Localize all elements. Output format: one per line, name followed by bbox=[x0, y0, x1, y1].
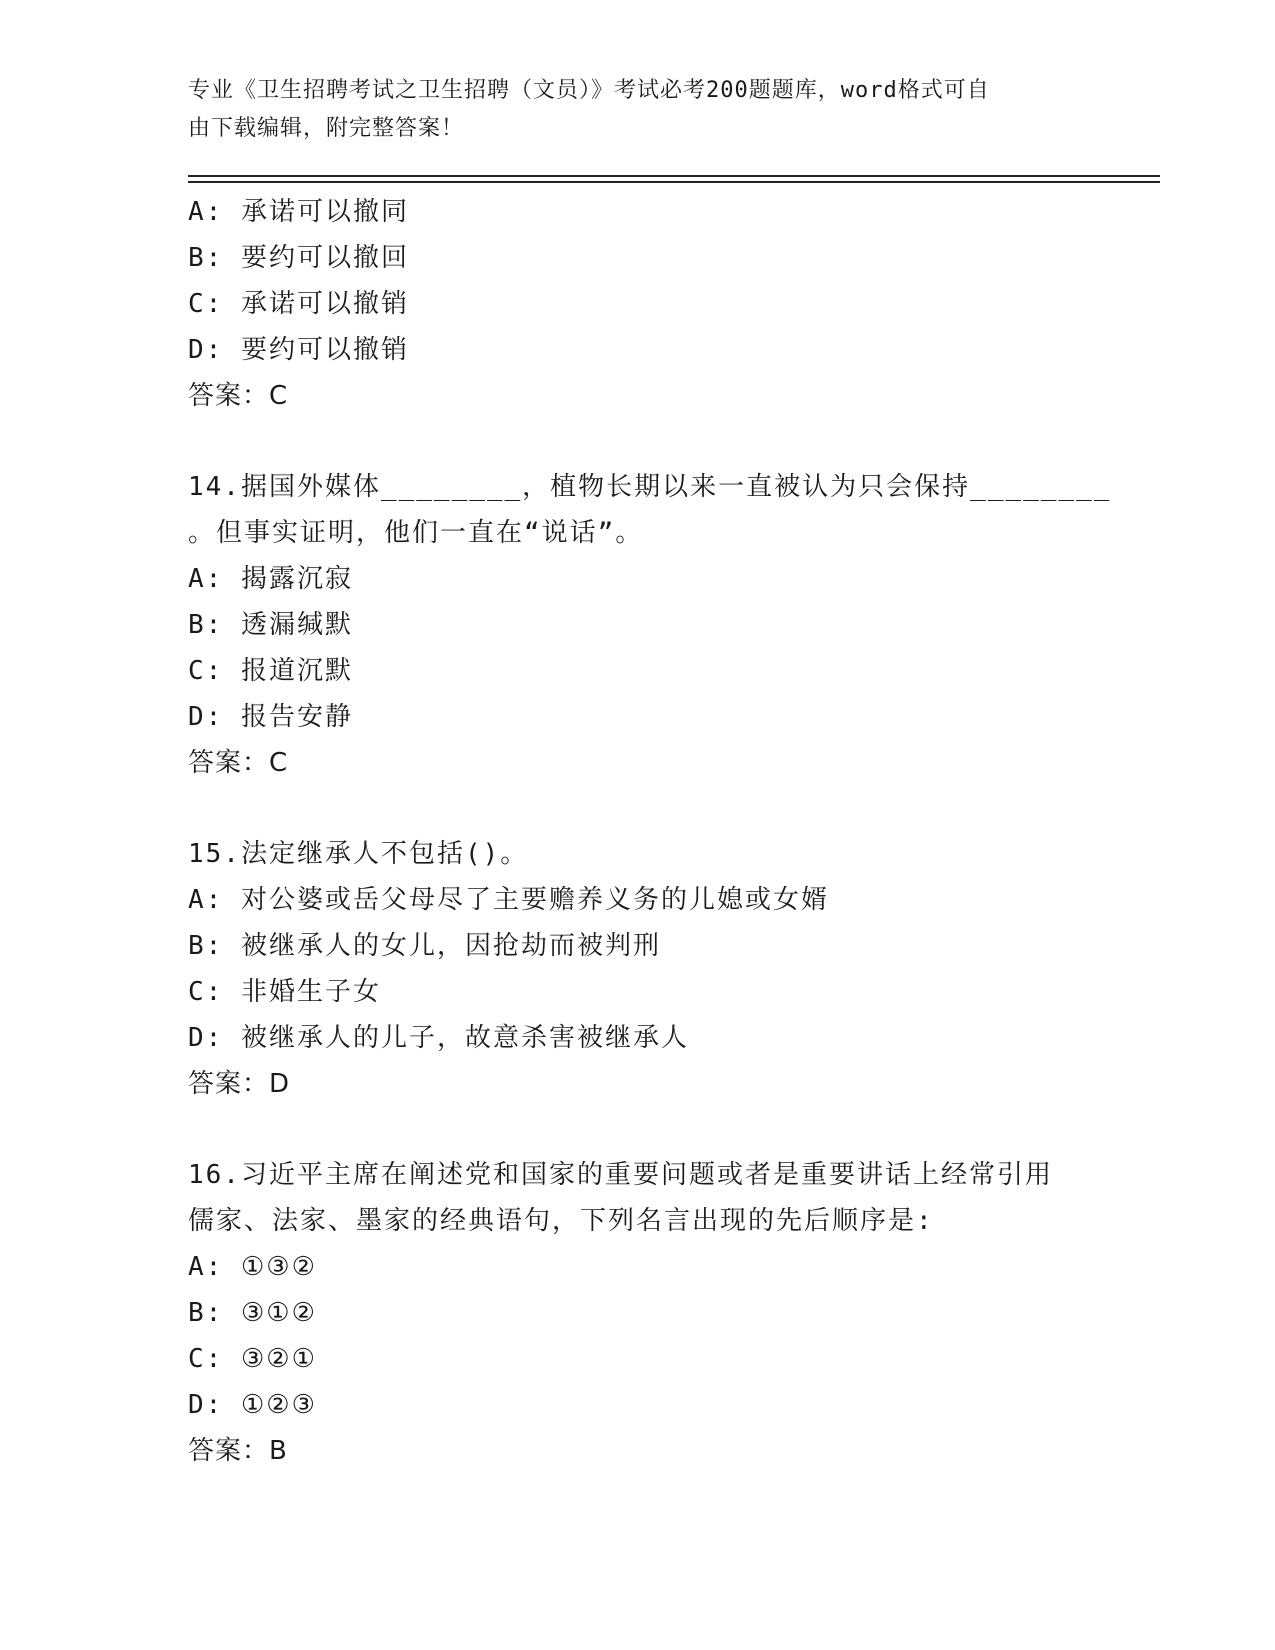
answer-label: 答案：D bbox=[188, 1069, 291, 1099]
option-b: B: 要约可以撤回 bbox=[188, 243, 409, 273]
question-stem-continued: 儒家、法家、墨家的经典语句，下列名言出现的先后顺序是: bbox=[188, 1206, 934, 1236]
header-line-1: 专业《卫生招聘考试之卫生招聘（文员）》考试必考200题题库，word格式可自 bbox=[188, 78, 990, 103]
spacer bbox=[188, 1107, 1148, 1152]
spacer bbox=[188, 419, 1148, 464]
header-line-2: 由下载编辑，附完整答案！ bbox=[188, 116, 465, 141]
question-stem: 15.法定继承人不包括()。 bbox=[188, 839, 529, 869]
spacer bbox=[188, 786, 1148, 831]
option-a: A: 揭露沉寂 bbox=[188, 564, 353, 594]
header-divider-top bbox=[188, 175, 1160, 177]
option-d: D: 被继承人的儿子，故意杀害被继承人 bbox=[188, 1023, 689, 1053]
option-b: B: 透漏缄默 bbox=[188, 610, 353, 640]
option-d: D: 要约可以撤销 bbox=[188, 335, 409, 365]
option-c: C: ③②① bbox=[188, 1344, 317, 1374]
header-divider-bottom bbox=[188, 181, 1160, 183]
option-c: C: 非婚生子女 bbox=[188, 977, 381, 1007]
option-c: C: 报道沉默 bbox=[188, 656, 353, 686]
option-a: A: 承诺可以撤同 bbox=[188, 197, 409, 227]
answer-label: 答案：B bbox=[188, 1436, 288, 1466]
option-b: B: ③①② bbox=[188, 1298, 317, 1328]
question-15 bbox=[188, 831, 1148, 1107]
question-stem-continued: 。但事实证明，他们一直在“说话”。 bbox=[188, 518, 644, 548]
option-c: C: 承诺可以撤销 bbox=[188, 289, 409, 319]
answer-label: 答案：C bbox=[188, 748, 289, 778]
option-b: B: 被继承人的女儿，因抢劫而被判刑 bbox=[188, 931, 661, 961]
question-13 bbox=[188, 189, 1148, 419]
option-d: D: 报告安静 bbox=[188, 702, 353, 732]
question-16 bbox=[188, 1152, 1148, 1474]
question-stem: 16.习近平主席在阐述党和国家的重要问题或者是重要讲话上经常引用 bbox=[188, 1160, 1053, 1190]
question-stem: 14.据国外媒体________，植物长期以来一直被认为只会保持________ bbox=[188, 472, 1112, 502]
answer-label: 答案：C bbox=[188, 381, 289, 411]
option-d: D: ①②③ bbox=[188, 1390, 317, 1420]
question-list bbox=[188, 189, 1148, 1474]
document-header bbox=[188, 72, 1088, 148]
option-a: A: 对公婆或岳父母尽了主要赡养义务的儿媳或女婿 bbox=[188, 885, 829, 915]
question-14 bbox=[188, 464, 1148, 786]
option-a: A: ①③② bbox=[188, 1252, 317, 1282]
